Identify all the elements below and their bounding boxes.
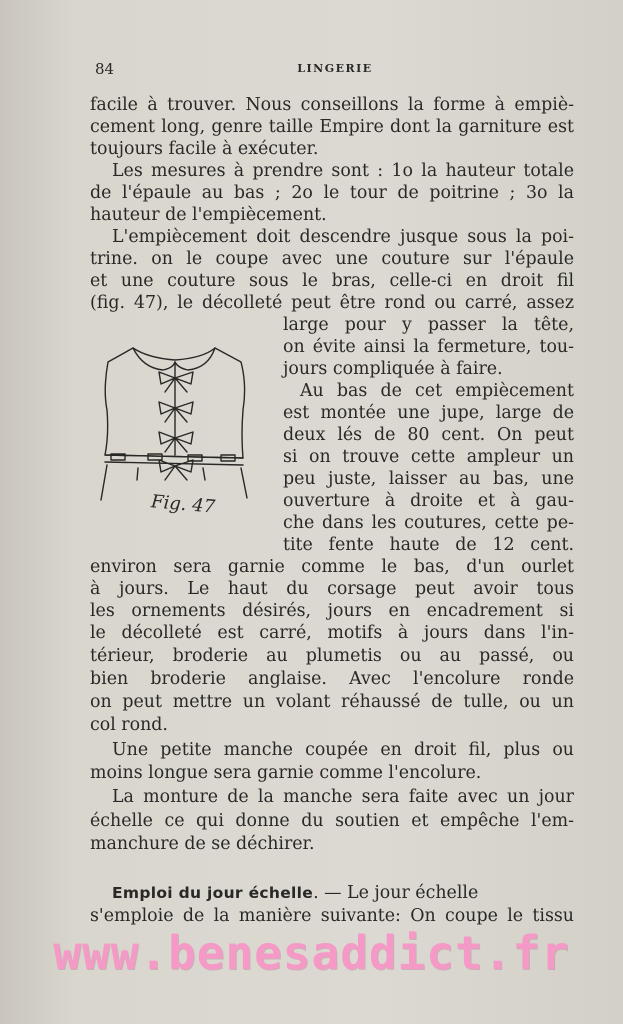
text-line: L'empiècement doit descendre jusque sous la poi- (112, 227, 574, 247)
text-line: manchure de se déchirer. (90, 834, 315, 854)
text-line: tite fente haute de 12 cent. (283, 535, 574, 555)
text-line: les ornements désirés, jours en encadrement si (90, 601, 574, 621)
site-watermark: www.benesaddict.fr (53, 926, 570, 980)
text-line: moins longue sera garnie comme l'encolure. (90, 763, 482, 783)
page-number: 84 (95, 60, 115, 78)
text-line: deux lés de 80 cent. On peut (283, 425, 574, 445)
text-line: on peut mettre un volant réhaussé de tulle, ou un (90, 692, 574, 712)
text-line: peu juste, laisser au bas, une (283, 469, 574, 489)
figure-caption: Fig. 47 (150, 491, 216, 518)
text-line: est montée une jupe, large de (283, 403, 574, 423)
text-line: hauteur de l'empiècement. (90, 205, 327, 225)
text-line: s'emploie de la manière suivante: On coupe le tissu (90, 906, 574, 926)
text-line: cement long, genre taille Empire dont la garniture est (90, 117, 574, 137)
text-line: col rond. (90, 715, 168, 735)
section-heading-line (112, 882, 574, 904)
text-line: trine. on le coupe avec une couture sur l'épaule (90, 249, 574, 269)
text-line: ouverture à droite et à gau- (283, 491, 574, 511)
text-line: on évite ainsi la fermeture, tou- (283, 337, 574, 357)
text-line: échelle ce qui donne du soutien et empêche l'em- (90, 811, 574, 831)
text-line: La monture de la manche sera faite avec un jour (112, 787, 574, 807)
text-line: environ sera garnie comme le bas, d'un ourlet (90, 557, 574, 577)
text-line: facile à trouver. Nous conseillons la forme à empiè- (90, 95, 574, 115)
text-line: et une couture sous le bras, celle-ci en droit fil (90, 271, 574, 291)
text-line: che dans les coutures, cette pe- (283, 513, 574, 533)
text-line: (fig. 47), le décolleté peut être rond ou carré, assez (90, 293, 574, 313)
text-line: à jours. Le haut du corsage peut avoir tous (90, 579, 574, 599)
text-line: jours compliquée à faire. (283, 359, 503, 379)
text-fragment: . — Le jour échelle (313, 883, 479, 903)
figure-47 (93, 340, 263, 530)
text-line: large pour y passer la tête, (283, 315, 574, 335)
text-line: térieur, broderie au plumetis ou au passé, ou (90, 646, 574, 666)
text-line: le décolleté est carré, motifs à jours dans l'in- (90, 623, 574, 643)
text-line: bien broderie anglaise. Avec l'encolure ronde (90, 669, 574, 689)
running-title: LINGERIE (297, 62, 373, 75)
text-line: toujours facile à exécuter. (90, 139, 319, 159)
section-heading: Emploi du jour échelle (112, 884, 314, 902)
text-line: Les mesures à prendre sont : 1o la hauteur totale (112, 161, 574, 181)
text-line: de l'épaule au bas ; 2o le tour de poitrine ; 3o la (90, 183, 574, 203)
text-line: si on trouve cette ampleur un (283, 447, 574, 467)
text-line: Une petite manche coupée en droit fil, plus ou (112, 740, 574, 760)
page-header (95, 60, 575, 80)
text-line: Au bas de cet empiècement (300, 381, 574, 401)
